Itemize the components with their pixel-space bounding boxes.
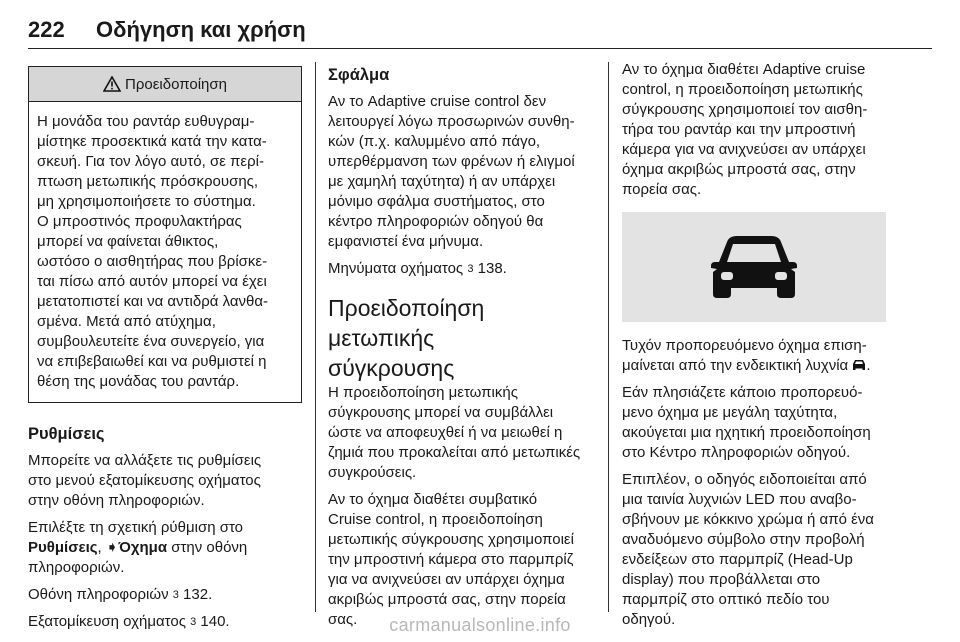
text-line: Μπορείτε να αλλάξετε τις ρυθμίσεις (28, 452, 262, 469)
car-indicator-icon (852, 359, 866, 371)
text-line: ώστε να αποφευχθεί ή να μειωθεί η (328, 424, 563, 441)
text-line: μενο όχημα με μεγάλη ταχύτητα, (622, 404, 838, 421)
text-line: τήρα του ραντάρ και την μπροστινή (622, 121, 856, 138)
text-line: κάμερα για να ανιχνεύσει αν υπάρχει (622, 141, 866, 158)
settings-heading: Ρυθμίσεις (28, 425, 105, 443)
text-line: Τυχόν προπορευόμενο όχημα επιση- (622, 337, 867, 354)
text-line: Αν το όχημα διαθέτει συμβατικό (328, 491, 538, 508)
column-left (28, 60, 302, 632)
cross-reference: Μηνύματα οχήματος 3 138. (328, 260, 507, 277)
text-line: μίστηκε προσεκτικά κατά την κατα- (37, 133, 267, 150)
text-line: Cruise control, η προειδοποίηση (328, 511, 543, 528)
error-heading: Σφάλμα (328, 66, 390, 84)
text-line: ακριβώς μπροστά σας, στην πορεία (328, 591, 566, 608)
menu-settings-label: Ρυθμίσεις (28, 539, 98, 556)
text-line: αναδυόμενο σύμβολο στην προβολή (622, 531, 865, 548)
text-line: ωστόσο ο αισθητήρας που βρίσκε- (37, 253, 268, 270)
text-line: σας. (328, 611, 358, 628)
text-line: θέση της μονάδας του ραντάρ. (37, 373, 240, 390)
running-title: Οδήγηση και χρήση (96, 17, 306, 42)
text-line: πτωση μετωπικής πρόσκρουσης, (37, 173, 259, 190)
heading-line: Προειδοποίηση μετωπικής (328, 295, 485, 351)
text-line: Εάν πλησιάζετε κάποιο προπορευό- (622, 384, 863, 401)
text-line: πορεία σας. (622, 181, 702, 198)
text-line: στο Κέντρο πληροφοριών οδηγού. (622, 444, 851, 461)
text-line: κών (π.χ. καλυμμένο από πάγο, (328, 133, 541, 150)
text-line: να επιβεβαιωθεί και να ρυθμιστεί η (37, 353, 267, 370)
text-line: λειτουργεί λόγω προσωρινών συνθη- (328, 113, 575, 130)
text-line: Επιπλέον, ο οδηγός ειδοποιείται από (622, 471, 867, 488)
text-line: μπορεί να φαίνεται άθικτος, (37, 233, 219, 250)
text-line: για να ανιχνεύσει αν υπάρχει όχημα (328, 571, 565, 588)
text-line: ακούγεται μια ηχητική προειδοποίηση (622, 424, 871, 441)
vehicle-ahead-indicator-icon (707, 232, 801, 302)
text-line: μετατοπιστεί και να αντιδρά λανθα- (37, 293, 269, 310)
menu-vehicle-label: Όχημα (118, 539, 168, 556)
page-ref-icon: 3 (172, 589, 179, 601)
indicator-illustration (622, 212, 886, 322)
text-line: μια ταινία λυχνιών LED που αναβο- (622, 491, 857, 508)
column-right (622, 60, 886, 630)
text-line: μη χρησιμοποιήσετε το σύστημα. (37, 193, 256, 210)
text-line: Αν το όχημα διαθέτει Adaptive cruise (622, 61, 866, 78)
text-line: Η προειδοποίηση μετωπικής (328, 384, 518, 401)
text-line: υπερθέρμανση των φρένων ή ελιγμοί (328, 153, 575, 170)
text-line: σμένα. Μετά από ατύχημα, (37, 313, 216, 330)
text-line: σύγκρουσης χρησιμοποιεί τον αισθη- (622, 101, 868, 118)
section-heading (328, 293, 592, 383)
warning-box (28, 66, 302, 403)
text-line: όχημα ακριβώς μπροστά σας, στην (622, 161, 856, 178)
cross-reference: Εξατομίκευση οχήματος 3 140. (28, 613, 230, 630)
text-line: στην οθόνη πληροφοριών. (28, 492, 205, 509)
page-number: 222 (28, 17, 65, 42)
text-line: control, η προειδοποίηση μετωπικής (622, 81, 863, 98)
text-line: την μπροστινή κάμερα στο παρμπρίζ (328, 551, 574, 568)
heading-line: σύγκρουσης (328, 355, 455, 381)
text-line: μόνιμο σφάλμα συστήματος, στο (328, 193, 545, 210)
text-line: μετωπικής σύγκρουσης χρησιμοποιεί (328, 531, 574, 548)
page-ref-icon: 3 (467, 263, 474, 275)
warning-triangle-icon (103, 76, 121, 92)
text-line: παρμπρίζ στο οπτικό πεδίο του (622, 591, 830, 608)
text-line: Ο μπροστινός προφυλακτήρας (37, 213, 242, 230)
column-divider (315, 62, 316, 612)
text-line: στο μενού εξατομίκευσης οχήματος (28, 472, 261, 489)
text-line: σύγκρουσης μπορεί να συμβάλλει (328, 404, 554, 421)
page-header (28, 14, 932, 49)
watermark: carmanualsonline.info (389, 615, 571, 635)
text-line: συμβουλευτείτε ένα συνεργείο, για (37, 333, 265, 350)
column-middle (328, 60, 592, 630)
text-line: μαίνεται από την ενδεικτική λυχνία . (622, 357, 871, 374)
text-line: σβήνουν με κόκκινο χρώμα ή από ένα (622, 511, 874, 528)
text-line: Αν το Adaptive cruise control δεν (328, 93, 547, 110)
text-line: εμφανιστεί ένα μήνυμα. (328, 233, 484, 250)
cross-reference: Οθόνη πληροφοριών 3 132. (28, 586, 213, 603)
text-line: ενδείξεων στο παρμπρίζ (Head-Up (622, 551, 853, 568)
text-line: ται πίσω από αυτόν μπορεί να έχει (37, 273, 267, 290)
warning-body (29, 102, 301, 402)
text-line: σκευή. Για τον λόγο αυτό, σε περί- (37, 153, 264, 170)
text-line: πληροφοριών. (28, 559, 125, 576)
text-line: Επιλέξτε τη σχετική ρύθμιση στο (28, 519, 244, 536)
warning-header (29, 67, 301, 102)
text-line: ζημιά που προκαλείται από μετωπικές (328, 444, 581, 461)
page-ref-icon: 3 (190, 616, 197, 628)
menu-arrow-icon: ➧ (105, 539, 119, 556)
text-line: Η μονάδα του ραντάρ ευθυγραμ- (37, 113, 255, 130)
text-line: συγκρούσεις. (328, 464, 417, 481)
text-line: οδηγού. (622, 611, 676, 628)
settings-path: Ρυθμίσεις, ➧Όχημα στην οθόνη (28, 539, 248, 556)
column-divider (608, 62, 609, 612)
text-line: display) που προβάλλεται στο (622, 571, 821, 588)
text-line: κέντρο πληροφοριών οδηγού θα (328, 213, 544, 230)
warning-title: Προειδοποίηση (125, 75, 227, 93)
text-line: με χαμηλή ταχύτητα) ή αν υπάρχει (328, 173, 556, 190)
